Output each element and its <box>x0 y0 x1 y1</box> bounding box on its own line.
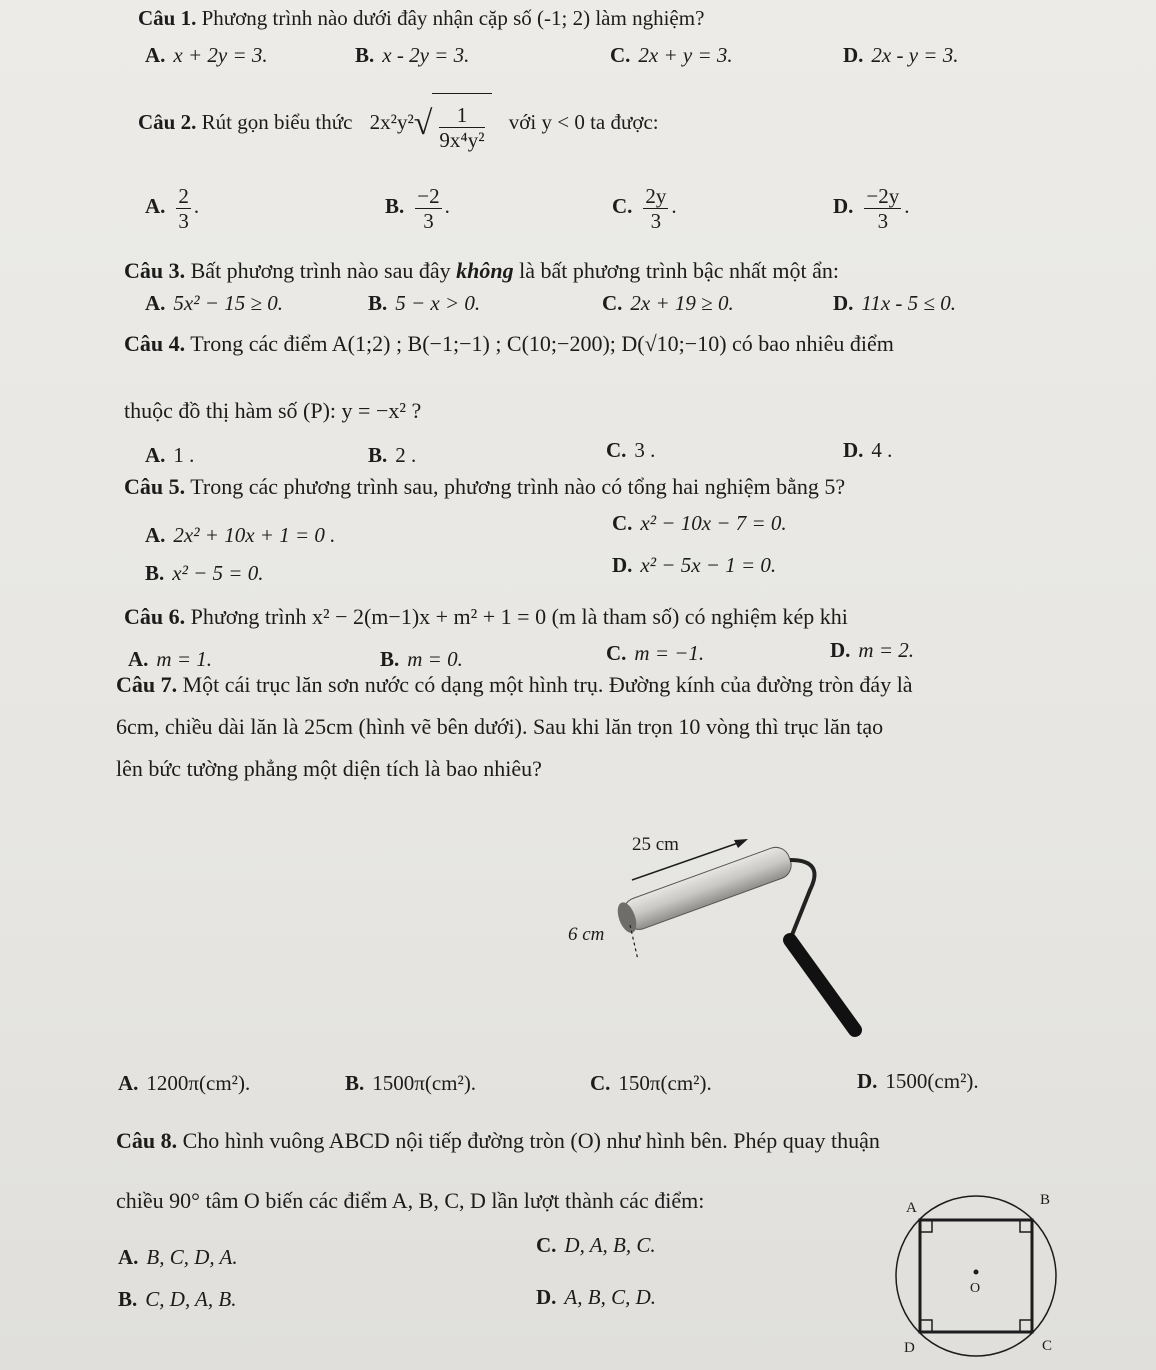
option-label: C. <box>612 511 633 535</box>
option-label: B. <box>345 1071 365 1095</box>
label-o: O <box>970 1281 981 1296</box>
option-text: x² − 5x − 1 = 0. <box>640 553 777 577</box>
right-angle-mark <box>1020 1220 1032 1232</box>
option-label: A. <box>145 194 166 218</box>
q4-option-c[interactable] <box>606 437 655 463</box>
option-label: A. <box>118 1071 139 1095</box>
option-text: 150π(cm²). <box>618 1071 712 1095</box>
q2-prefix: Câu 2. <box>138 110 197 134</box>
q8-option-c[interactable] <box>536 1232 656 1258</box>
q6-option-c[interactable] <box>606 640 704 666</box>
q4-option-a[interactable] <box>145 442 194 468</box>
q6-prefix: Câu 6. <box>124 604 186 629</box>
q1-prefix: Câu 1. <box>138 6 197 30</box>
option-text: x² − 5 = 0. <box>172 561 264 585</box>
q8-text-1: Cho hình vuông ABCD nội tiếp đường tròn (O) như hình bên. Phép quay thuận <box>182 1128 880 1153</box>
q2-condition: với y < 0 ta được: <box>508 110 659 134</box>
q5-option-a[interactable] <box>145 522 335 548</box>
q8-option-a[interactable] <box>118 1244 238 1270</box>
roller-handle <box>790 940 855 1030</box>
option-text: 4 . <box>871 438 893 462</box>
option-label: D. <box>612 553 633 577</box>
q3-emphasis: không <box>456 258 514 283</box>
q4-option-d[interactable] <box>843 437 892 463</box>
q3-text-a: Bất phương trình nào sau đây <box>190 258 451 283</box>
option-text: A, B, C, D. <box>564 1285 656 1309</box>
option-label: A. <box>145 443 166 467</box>
q2-stem <box>138 92 659 156</box>
q3-option-d[interactable] <box>833 290 956 316</box>
option-label: B. <box>368 291 388 315</box>
q5-option-c[interactable] <box>612 510 787 536</box>
q1-option-d[interactable] <box>843 42 958 68</box>
q3-text-b: là bất phương trình bậc nhất một ẩn: <box>519 258 839 283</box>
q3-option-b[interactable] <box>368 290 480 316</box>
option-den: 3 <box>178 208 189 233</box>
square-abcd <box>920 1220 1032 1332</box>
option-tail: . <box>193 194 200 218</box>
option-num: 2 <box>178 183 189 208</box>
option-text: B, C, D, A. <box>146 1245 238 1269</box>
q2-expr-coef: 2x²y² <box>369 110 414 134</box>
option-text: 1500π(cm²). <box>372 1071 477 1095</box>
roller-diameter-label: 6 cm <box>568 924 605 945</box>
option-label: D. <box>843 43 864 67</box>
option-label: C. <box>602 291 623 315</box>
option-text: 2x² + 10x + 1 = 0 . <box>173 523 336 547</box>
q4-option-b[interactable] <box>368 442 416 468</box>
option-text: 2x + y = 3. <box>638 43 733 67</box>
option-label: C. <box>606 438 627 462</box>
q7-option-d[interactable] <box>857 1068 979 1094</box>
q7-option-a[interactable] <box>118 1070 250 1096</box>
q4-stem-line2: thuộc đồ thị hàm số (P): y = −x² ? <box>124 398 422 423</box>
q3-prefix: Câu 3. <box>124 258 186 283</box>
q5-option-d[interactable] <box>612 552 776 578</box>
q7-text-1: Một cái trục lăn sơn nước có dạng một hình trụ. Đường kính của đường tròn đáy là <box>182 672 913 697</box>
label-c: C <box>1042 1338 1053 1354</box>
q4-prefix: Câu 4. <box>124 331 186 356</box>
option-text: x - 2y = 3. <box>382 43 470 67</box>
option-tail: . <box>444 194 450 218</box>
option-num: −2 <box>417 183 440 208</box>
roller-frame <box>790 860 815 940</box>
option-label: B. <box>355 43 375 67</box>
option-label: D. <box>833 291 854 315</box>
roller-length-label: 25 cm <box>632 834 679 855</box>
q1-option-b[interactable] <box>355 42 469 68</box>
q8-option-d[interactable] <box>536 1284 656 1310</box>
option-text: 1 . <box>173 443 195 467</box>
option-den: 3 <box>423 208 434 233</box>
q8-stem-line2: chiều 90° tâm O biến các điểm A, B, C, D lần lượt thành các điểm: <box>116 1188 705 1213</box>
option-text: C, D, A, B. <box>145 1287 237 1311</box>
q1-option-c[interactable] <box>610 42 733 68</box>
option-text: m = −1. <box>634 641 705 665</box>
q7-option-c[interactable] <box>590 1070 712 1096</box>
q5-prefix: Câu 5. <box>124 474 186 499</box>
option-label: B. <box>380 647 400 671</box>
option-text: D, A, B, C. <box>564 1233 656 1257</box>
q7-option-b[interactable] <box>345 1070 476 1096</box>
option-text: 11x - 5 ≤ 0. <box>861 291 956 315</box>
option-num: −2y <box>866 183 900 208</box>
option-label: D. <box>536 1285 557 1309</box>
option-text: m = 2. <box>858 638 915 662</box>
q1-text: Phương trình nào dưới đây nhận cặp số (-1; 2) làm nghiệm? <box>201 6 705 30</box>
option-label: A. <box>145 291 166 315</box>
label-a: A <box>906 1200 917 1216</box>
q6-text: Phương trình x² − 2(m−1)x + m² + 1 = 0 (m là tham số) có nghiệm kép khi <box>190 604 848 629</box>
option-label: A. <box>128 647 149 671</box>
option-label: B. <box>385 194 405 218</box>
option-text: 5 − x > 0. <box>395 291 481 315</box>
option-label: B. <box>368 443 388 467</box>
option-text: 5x² − 15 ≥ 0. <box>173 291 283 315</box>
right-angle-mark <box>1020 1320 1032 1332</box>
right-angle-mark <box>920 1220 932 1232</box>
option-num: 2y <box>645 183 667 208</box>
option-text: m = 0. <box>407 647 463 671</box>
q2-expr-den: 9x⁴y² <box>439 128 485 153</box>
option-tail: . <box>671 194 677 218</box>
option-text: 3 . <box>634 438 656 462</box>
q6-stem <box>124 604 848 630</box>
q3-option-c[interactable] <box>602 290 734 316</box>
right-angle-mark <box>920 1320 932 1332</box>
option-text: 1200π(cm²). <box>146 1071 251 1095</box>
label-d: D <box>904 1340 915 1356</box>
q6-option-b[interactable] <box>380 646 463 672</box>
q7-stem-line1 <box>116 672 913 698</box>
q3-stem <box>124 258 839 284</box>
option-text: 1500(cm²). <box>885 1069 979 1093</box>
option-label: A. <box>145 523 166 547</box>
q6-option-a[interactable] <box>128 646 212 672</box>
option-label: B. <box>118 1287 138 1311</box>
roller-cylinder <box>614 843 795 935</box>
q5-text: Trong các phương trình sau, phương trình nào có tổng hai nghiệm bằng 5? <box>190 474 846 499</box>
q2-option-d[interactable] <box>833 178 910 234</box>
q7-stem-line2: 6cm, chiều dài lăn là 25cm (hình vẽ bên dưới). Sau khi lăn trọn 10 vòng thì trục lăn tạo <box>116 714 884 739</box>
sqrt-icon: √ <box>413 105 433 143</box>
q8-stem-line1 <box>116 1128 880 1154</box>
option-label: D. <box>843 438 864 462</box>
q7-stem-line3: lên bức tường phẳng một diện tích là bao nhiêu? <box>116 756 542 781</box>
q5-stem <box>124 474 845 500</box>
option-label: D. <box>833 194 854 218</box>
option-label: D. <box>857 1069 878 1093</box>
q8-option-b[interactable] <box>118 1286 236 1312</box>
option-text: 2x + 19 ≥ 0. <box>630 291 734 315</box>
option-label: B. <box>145 561 165 585</box>
center-point <box>974 1270 979 1275</box>
option-text: 2 . <box>395 443 417 467</box>
q2-option-b[interactable] <box>385 178 450 234</box>
q4-text: Trong các điểm A(1;2) ; B(−1;−1) ; C(10;−200); D(√10;−10) có bao nhiêu điểm <box>190 331 894 356</box>
q1-option-a[interactable] <box>145 42 268 68</box>
option-label: C. <box>610 43 631 67</box>
q2-option-a[interactable] <box>145 178 199 234</box>
option-den: 3 <box>650 208 662 233</box>
option-den: 3 <box>877 208 889 233</box>
q8-prefix: Câu 8. <box>116 1128 178 1153</box>
q5-option-b[interactable] <box>145 560 263 586</box>
option-label: A. <box>118 1245 139 1269</box>
option-text: x + 2y = 3. <box>173 43 268 67</box>
q2-option-c[interactable] <box>612 178 677 234</box>
label-b: B <box>1040 1192 1051 1208</box>
q2-radicand <box>432 93 491 156</box>
option-label: C. <box>606 641 627 665</box>
option-text: 2x - y = 3. <box>871 43 959 67</box>
q7-prefix: Câu 7. <box>116 672 178 697</box>
option-label: D. <box>830 638 851 662</box>
option-label: C. <box>590 1071 611 1095</box>
q2-text: Rút gọn biểu thức <box>201 110 353 134</box>
q1-stem <box>138 5 704 31</box>
arrow-head-icon <box>734 839 748 848</box>
q4-stem <box>124 331 894 357</box>
square-in-circle-figure <box>880 1180 1080 1360</box>
q2-expr-num: 1 <box>439 103 484 128</box>
q2-expression <box>369 103 497 153</box>
option-text: m = 1. <box>156 647 213 671</box>
paint-roller-figure <box>540 820 880 1060</box>
option-text: x² − 10x − 7 = 0. <box>640 511 787 535</box>
option-tail: . <box>904 194 910 218</box>
option-label: C. <box>536 1233 557 1257</box>
q6-option-d[interactable] <box>830 637 914 663</box>
option-label: A. <box>145 43 166 67</box>
option-label: C. <box>612 194 633 218</box>
q3-option-a[interactable] <box>145 290 283 316</box>
